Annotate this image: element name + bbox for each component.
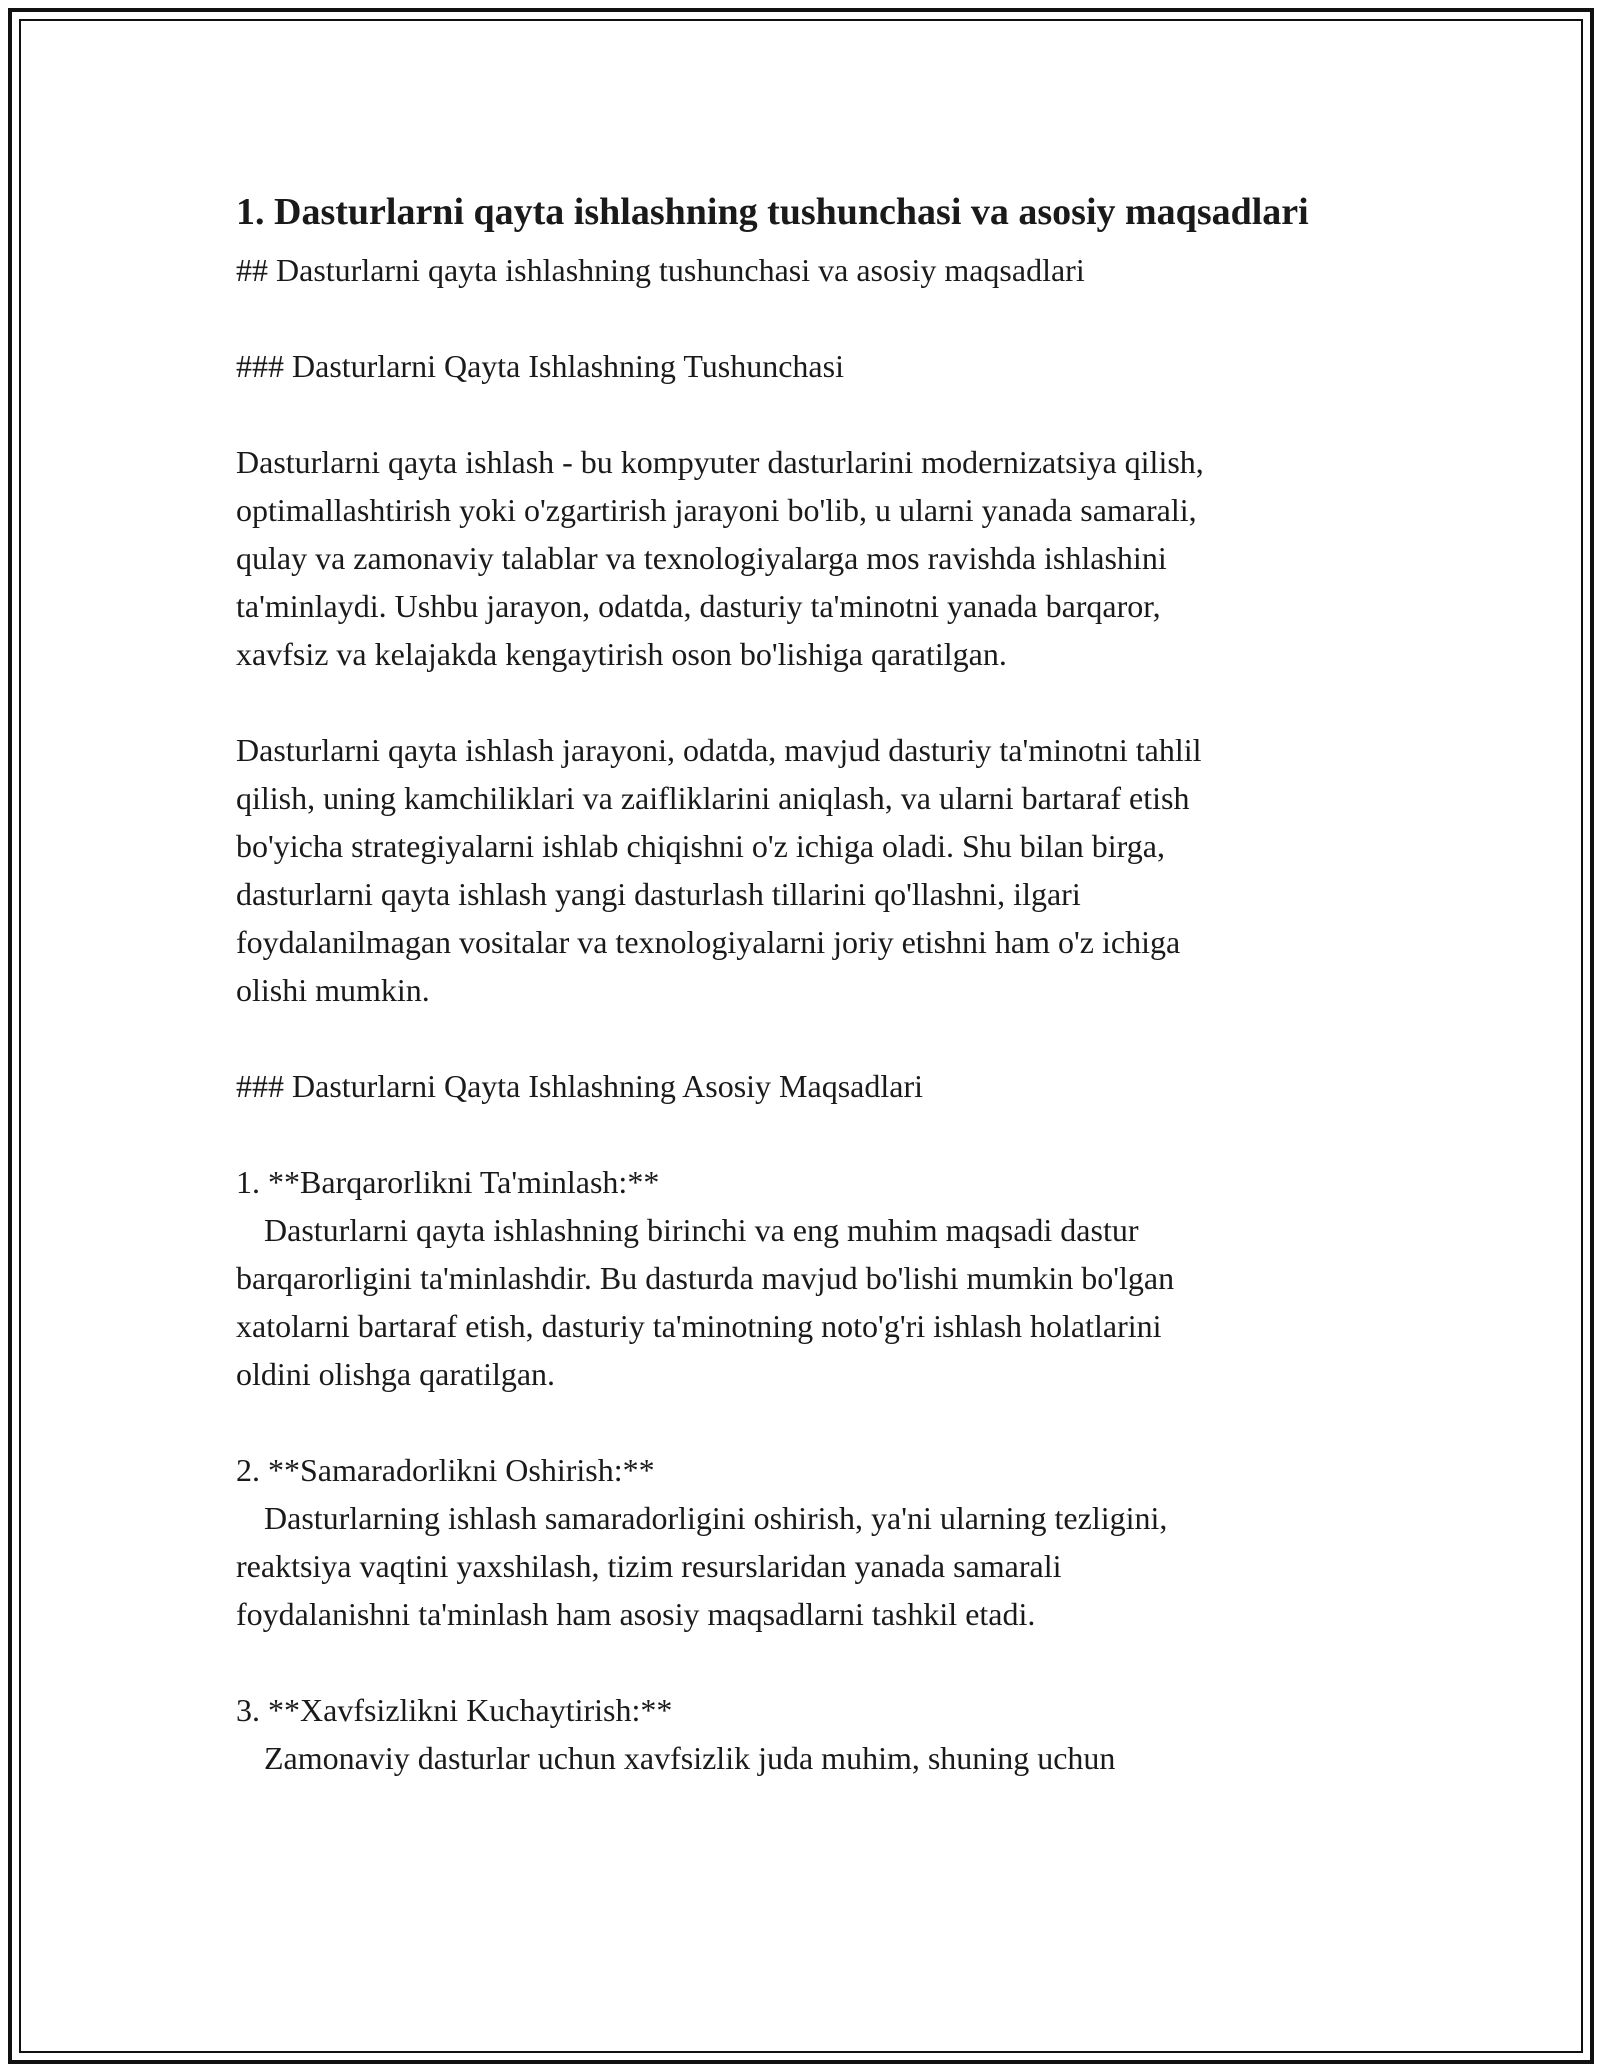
subheading-concept: ### Dasturlarni Qayta Ishlashning Tushunchasi xyxy=(236,348,844,384)
goal-title: 2. **Samaradorlikni Oshirish:** xyxy=(236,1452,655,1488)
document-content xyxy=(236,184,1366,1782)
goal-body: Zamonaviy dasturlar uchun xavfsizlik juda muhim, shuning uchun xyxy=(264,1740,1116,1776)
paragraph-definition: Dasturlarni qayta ishlash - bu kompyuter dasturlarini modernizatsiya qilish, optimallashtirish yoki o'zgartirish jarayoni bo'lib, u ularni yanada samarali, qulay va zamonaviy talablar va texnologiyalarga mos ravishda ishlashini ta'minlaydi. Ushbu jarayon, odatda, dasturiy ta'minotni yanada barqaror, xavfsiz va kelajakda kengaytirish oson bo'lishiga qaratilgan. xyxy=(236,444,1204,672)
goal-body: Dasturlarni qayta ishlashning birinchi va eng muhim maqsadi dastur barqarorligini ta'minlashdir. Bu dasturda mavjud bo'lishi mumkin bo'lgan xatolarni bartaraf etish, dasturiy ta'minotning noto'g'ri ishlash holatlarini oldini olishga qaratilgan. xyxy=(236,1212,1175,1392)
goal-body: Dasturlarning ishlash samaradorligini oshirish, ya'ni ularning tezligini, reaktsiya vaqtini yaxshilash, tizim resurslaridan yanada samarali foydalanishni ta'minlash ham asosiy maqsadlarni tashkil etadi. xyxy=(236,1500,1168,1632)
subheading-goals: ### Dasturlarni Qayta Ishlashning Asosiy Maqsadlari xyxy=(236,1068,923,1104)
goal-item xyxy=(236,1446,1366,1638)
document-title: 1. Dasturlarni qayta ishlashning tushunchasi va asosiy maqsadlari xyxy=(236,191,1309,233)
goal-title: 3. **Xavfsizlikni Kuchaytirish:** xyxy=(236,1692,673,1728)
goal-item xyxy=(236,1686,1366,1782)
goal-title: 1. **Barqarorlikni Ta'minlash:** xyxy=(236,1164,660,1200)
paragraph-process: Dasturlarni qayta ishlash jarayoni, odatda, mavjud dasturiy ta'minotni tahlil qilish, uning kamchiliklari va zaifliklarini aniqlash, va ularni bartaraf etish bo'yicha strategiyalarni ishlab chiqishni o'z ichiga oladi. Shu bilan birga, dasturlarni qayta ishlash yangi dasturlash tillarini qo'llashni, ilgari foydalanilmagan vositalar va texnologiyalarni joriy etishni ham o'z ichiga olishi mumkin. xyxy=(236,732,1202,1008)
goal-item xyxy=(236,1158,1366,1398)
section-heading: ## Dasturlarni qayta ishlashning tushunchasi va asosiy maqsadlari xyxy=(236,252,1085,288)
